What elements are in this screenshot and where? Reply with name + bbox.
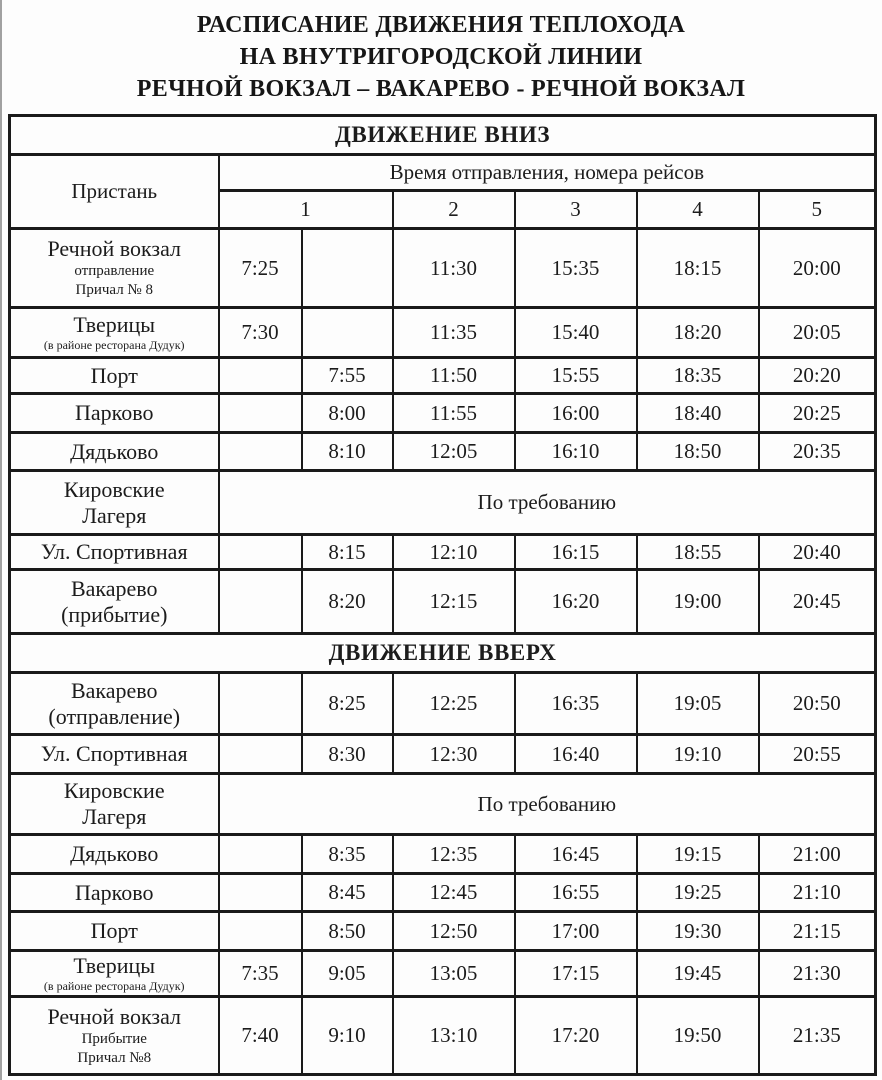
table-row bbox=[10, 358, 876, 394]
station-name-line2: Лагеря bbox=[82, 804, 147, 829]
time-cell: 12:25 bbox=[393, 673, 515, 735]
time-cell: 16:40 bbox=[515, 735, 637, 774]
table-row bbox=[10, 912, 876, 951]
table-row bbox=[10, 997, 876, 1075]
time-cell bbox=[219, 358, 302, 394]
time-cell: 8:45 bbox=[302, 874, 393, 912]
station-parkovo-down bbox=[10, 394, 219, 433]
col-header-times: Время отправления, номера рейсов bbox=[219, 155, 876, 191]
time-cell: 20:40 bbox=[759, 535, 876, 570]
time-cell bbox=[219, 735, 302, 774]
station-subtitle: Причал №8 bbox=[77, 1049, 152, 1066]
time-cell: 17:15 bbox=[515, 951, 637, 997]
station-name-line2: (отправление) bbox=[48, 703, 181, 729]
time-cell bbox=[219, 570, 302, 634]
time-cell: 7:25 bbox=[219, 229, 302, 308]
station-subtitle: (в районе ресторана Дудук) bbox=[43, 338, 185, 352]
time-cell: 20:50 bbox=[759, 673, 876, 735]
time-cell bbox=[219, 673, 302, 735]
time-cell: 8:35 bbox=[302, 835, 393, 874]
time-cell: 8:00 bbox=[302, 394, 393, 433]
trip-col-2: 2 bbox=[393, 191, 515, 229]
station-name-line2: (прибытие) bbox=[61, 601, 168, 627]
time-cell: 9:10 bbox=[302, 997, 393, 1075]
station-dyadkovo-down bbox=[10, 433, 219, 471]
time-cell bbox=[219, 433, 302, 471]
section-header-down: ДВИЖЕНИЕ ВНИЗ bbox=[10, 116, 876, 155]
table-row bbox=[10, 735, 876, 774]
table-row bbox=[10, 229, 876, 308]
time-cell: 12:15 bbox=[393, 570, 515, 634]
time-cell: 21:30 bbox=[759, 951, 876, 997]
time-cell: 20:00 bbox=[759, 229, 876, 308]
time-cell: 19:50 bbox=[637, 997, 759, 1075]
timetable bbox=[8, 114, 877, 1076]
time-cell: 12:50 bbox=[393, 912, 515, 951]
time-cell: 7:35 bbox=[219, 951, 302, 997]
time-cell: 12:05 bbox=[393, 433, 515, 471]
station-tveritsy-up bbox=[10, 951, 219, 997]
time-cell bbox=[219, 535, 302, 570]
time-cell: 19:15 bbox=[637, 835, 759, 874]
station-subtitle: отправление bbox=[74, 263, 155, 279]
time-cell: 8:20 bbox=[302, 570, 393, 634]
time-cell: 19:05 bbox=[637, 673, 759, 735]
trip-col-5: 5 bbox=[759, 191, 876, 229]
time-cell: 8:10 bbox=[302, 433, 393, 471]
section-header-up: ДВИЖЕНИЕ ВВЕРХ bbox=[10, 634, 876, 673]
time-cell: 20:35 bbox=[759, 433, 876, 471]
station-name: Тверицы bbox=[73, 312, 156, 337]
time-cell: 18:50 bbox=[637, 433, 759, 471]
station-vakarevo-departure bbox=[10, 673, 219, 735]
time-cell: 8:50 bbox=[302, 912, 393, 951]
table-row bbox=[10, 774, 876, 835]
station-name: Вакарево bbox=[70, 575, 158, 601]
time-cell: 16:55 bbox=[515, 874, 637, 912]
station-name: Дядьково bbox=[70, 841, 159, 866]
table-row bbox=[10, 570, 876, 634]
time-cell: 16:35 bbox=[515, 673, 637, 735]
time-cell: 11:50 bbox=[393, 358, 515, 394]
time-cell: 18:35 bbox=[637, 358, 759, 394]
table-row bbox=[10, 433, 876, 471]
station-parkovo-up bbox=[10, 874, 219, 912]
time-cell: 7:55 bbox=[302, 358, 393, 394]
on-request-cell: По требованию bbox=[219, 774, 876, 835]
station-sportivnaya-up bbox=[10, 735, 219, 774]
station-name-line2: Лагеря bbox=[82, 502, 147, 528]
station-kirovskie-lagerya-down bbox=[10, 471, 219, 535]
time-cell: 15:55 bbox=[515, 358, 637, 394]
table-row bbox=[10, 673, 876, 735]
table-row bbox=[10, 874, 876, 912]
table-row bbox=[10, 835, 876, 874]
station-name: Вакарево bbox=[70, 677, 158, 703]
table-row bbox=[10, 535, 876, 570]
station-vakarevo-arrival bbox=[10, 570, 219, 634]
station-rechnoy-vokzal-arrival bbox=[10, 997, 219, 1075]
station-dyadkovo-up bbox=[10, 835, 219, 874]
station-name: Ул. Спортивная bbox=[40, 741, 188, 766]
time-cell: 15:35 bbox=[515, 229, 637, 308]
time-cell: 12:10 bbox=[393, 535, 515, 570]
time-cell bbox=[302, 229, 393, 308]
time-cell: 21:15 bbox=[759, 912, 876, 951]
station-name: Порт bbox=[90, 918, 138, 943]
station-subtitle: Прибытие bbox=[81, 1030, 147, 1047]
time-cell: 12:45 bbox=[393, 874, 515, 912]
time-cell: 15:40 bbox=[515, 308, 637, 358]
time-cell: 18:15 bbox=[637, 229, 759, 308]
station-name: Ул. Спортивная bbox=[40, 539, 188, 564]
station-port-down bbox=[10, 358, 219, 394]
station-name: Кировские bbox=[63, 778, 165, 803]
time-cell: 20:25 bbox=[759, 394, 876, 433]
station-name: Речной вокзал bbox=[47, 1003, 182, 1029]
station-rechnoy-vokzal-departure bbox=[10, 229, 219, 308]
scan-edge-artifact bbox=[0, 0, 2, 1080]
table-row bbox=[10, 471, 876, 535]
time-cell: 18:55 bbox=[637, 535, 759, 570]
time-cell: 21:10 bbox=[759, 874, 876, 912]
time-cell: 20:55 bbox=[759, 735, 876, 774]
trip-col-4: 4 bbox=[637, 191, 759, 229]
time-cell: 21:35 bbox=[759, 997, 876, 1075]
time-cell: 19:25 bbox=[637, 874, 759, 912]
title-line-1: РАСПИСАНИЕ ДВИЖЕНИЯ ТЕПЛОХОДА bbox=[196, 12, 686, 38]
time-cell: 8:25 bbox=[302, 673, 393, 735]
station-name: Порт bbox=[90, 362, 138, 388]
time-cell: 13:05 bbox=[393, 951, 515, 997]
on-request-cell: По требованию bbox=[219, 471, 876, 535]
time-cell bbox=[219, 835, 302, 874]
time-cell: 20:20 bbox=[759, 358, 876, 394]
time-cell: 17:00 bbox=[515, 912, 637, 951]
time-cell: 11:55 bbox=[393, 394, 515, 433]
time-cell: 8:15 bbox=[302, 535, 393, 570]
title-line-3: РЕЧНОЙ ВОКЗАЛ – ВАКАРЕВО - РЕЧНОЙ ВОКЗАЛ bbox=[136, 76, 746, 102]
time-cell: 18:40 bbox=[637, 394, 759, 433]
station-sportivnaya-down bbox=[10, 535, 219, 570]
table-row bbox=[10, 308, 876, 358]
time-cell: 16:45 bbox=[515, 835, 637, 874]
time-cell: 17:20 bbox=[515, 997, 637, 1075]
time-cell: 18:20 bbox=[637, 308, 759, 358]
station-name: Парково bbox=[75, 879, 154, 905]
station-name: Кировские bbox=[63, 476, 165, 502]
time-cell: 16:10 bbox=[515, 433, 637, 471]
time-cell: 11:35 bbox=[393, 308, 515, 358]
time-cell: 20:05 bbox=[759, 308, 876, 358]
time-cell: 19:10 bbox=[637, 735, 759, 774]
station-name: Речной вокзал bbox=[47, 236, 182, 261]
station-port-up bbox=[10, 912, 219, 951]
time-cell: 13:10 bbox=[393, 997, 515, 1075]
col-header-pristan: Пристань bbox=[10, 155, 219, 229]
time-cell bbox=[219, 394, 302, 433]
trip-col-3: 3 bbox=[515, 191, 637, 229]
time-cell: 19:45 bbox=[637, 951, 759, 997]
time-cell bbox=[219, 912, 302, 951]
time-cell bbox=[219, 874, 302, 912]
station-subtitle: Причал № 8 bbox=[75, 282, 153, 298]
time-cell: 7:40 bbox=[219, 997, 302, 1075]
time-cell: 16:00 bbox=[515, 394, 637, 433]
time-cell: 12:30 bbox=[393, 735, 515, 774]
table-row bbox=[10, 951, 876, 997]
time-cell: 19:30 bbox=[637, 912, 759, 951]
time-cell: 7:30 bbox=[219, 308, 302, 358]
title-line-2: НА ВНУТРИГОРОДСКОЙ ЛИНИИ bbox=[239, 44, 643, 70]
page-title bbox=[0, 9, 882, 105]
station-name: Парково bbox=[75, 400, 154, 425]
station-name: Тверицы bbox=[73, 953, 156, 978]
station-tveritsy-down bbox=[10, 308, 219, 358]
time-cell: 20:45 bbox=[759, 570, 876, 634]
station-subtitle: (в районе ресторана Дудук) bbox=[43, 979, 185, 993]
station-kirovskie-lagerya-up bbox=[10, 774, 219, 835]
time-cell: 11:30 bbox=[393, 229, 515, 308]
time-cell: 16:20 bbox=[515, 570, 637, 634]
trip-col-1: 1 bbox=[219, 191, 393, 229]
time-cell: 12:35 bbox=[393, 835, 515, 874]
time-cell: 19:00 bbox=[637, 570, 759, 634]
time-cell bbox=[302, 308, 393, 358]
time-cell: 16:15 bbox=[515, 535, 637, 570]
time-cell: 21:00 bbox=[759, 835, 876, 874]
table-row bbox=[10, 394, 876, 433]
time-cell: 8:30 bbox=[302, 735, 393, 774]
time-cell: 9:05 bbox=[302, 951, 393, 997]
station-name: Дядьково bbox=[70, 438, 159, 464]
